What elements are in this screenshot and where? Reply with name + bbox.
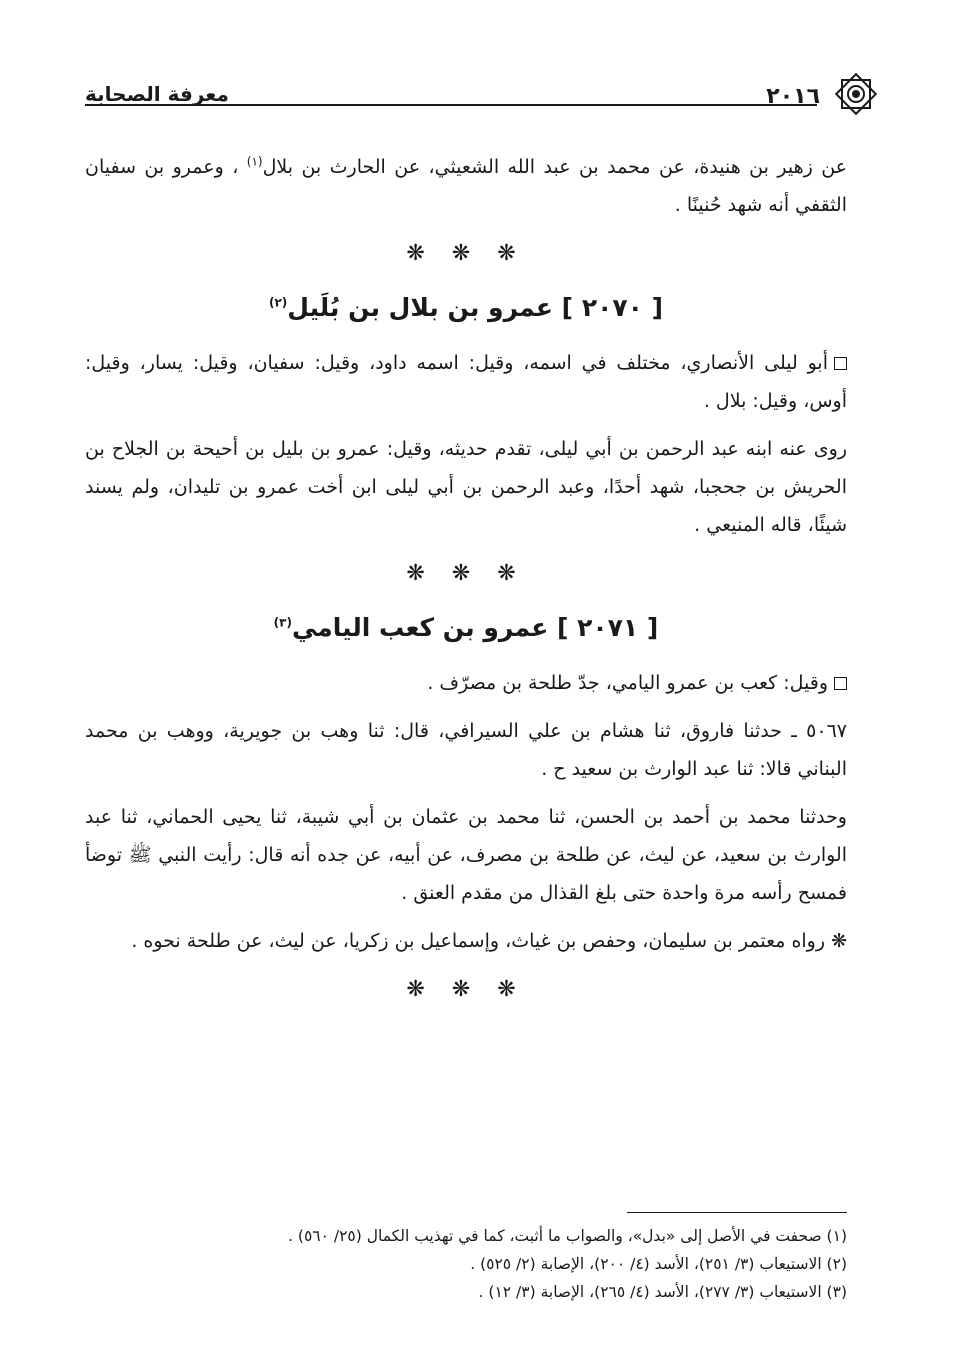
page-number: ٢٠١٦ (766, 84, 820, 109)
footnote-3: (٣) الاستيعاب (٣/ ٢٧٧)، الأسد (٤/ ٢٦٥)، الإصابة (٣/ ١٢) . (478, 1283, 847, 1301)
square-bullet-icon (834, 357, 847, 370)
main-text (85, 148, 847, 1022)
footnote-1: (١) صحفت في الأصل إلى «بدل»، والصواب ما أثبت، كما في تهذيب الكمال (٢٥/ ٥٦٠) . (288, 1227, 847, 1245)
entry2-paragraph-3: وحدثنا محمد بن أحمد بن الحسن، ثنا محمد بن عثمان بن أبي شيبة، ثنا يحيى الحماني، ثنا عبد الوارث بن سعيد، عن ليث، عن طلحة بن مصرف، عن أبيه، عن جده أنه قال: رأيت النبي ﷺ توضأ فمسح رأسه مرة واحدة حتى بلغ القذال من مقدم العنق . (85, 806, 847, 904)
footnote-2: (٢) الاستيعاب (٣/ ٢٥١)، الأسد (٤/ ٢٠٠)، الإصابة (٢/ ٥٢٥) . (470, 1255, 847, 1273)
entry2-paragraph-4: ❋ رواه معتمر بن سليمان، وحفص بن غياث، وإسماعيل بن زكريا، عن ليث، عن طلحة نحوه . (131, 930, 847, 952)
footnote-ref-2[interactable]: (٢) (268, 295, 288, 310)
footnote-divider (627, 1212, 847, 1213)
entry-title-2070: [ ٢٠٧٠ ] عمرو بن بلال بن بُلَيل$^{(٢)}$ (268, 293, 663, 322)
section-separator: ❋ ❋ ❋ (406, 977, 526, 1002)
entry-title-2071: [ ٢٠٧١ ] عمرو بن كعب اليامي$^{(٣)}$ (273, 613, 659, 642)
entry2-paragraph-2: ٥٠٦٧ ـ حدثنا فاروق، ثنا هشام بن علي السيرافي، قال: ثنا وهب بن جويرية، ووهب بن محمد البناني قالا: ثنا عبد الوارث بن سعيد ح . (85, 720, 847, 780)
footnote-ref-3[interactable]: (٣) (273, 615, 292, 630)
section-separator: ❋ ❋ ❋ (406, 561, 526, 586)
page-header (85, 62, 872, 110)
header-divider (85, 104, 817, 106)
footnotes (85, 1222, 847, 1306)
intro-paragraph: عن زهير بن هنيدة، عن محمد بن عبد الله الشعيثي، عن الحارث بن بلال$^{(١)}$ ، وعمرو بن سفيان الثقفي أنه شهد حُنينًا . (85, 154, 847, 216)
entry1-paragraph-1: أبو ليلى الأنصاري، مختلف في اسمه، وقيل: اسمه داود، وقيل: سفيان، وقيل: يسار، وقيل: أوس، وقيل: بلال . (85, 352, 847, 412)
star-ornament-icon (832, 70, 880, 118)
book-title: معرفة الصحابة (85, 82, 229, 106)
section-separator: ❋ ❋ ❋ (406, 241, 526, 266)
footnote-ref-1[interactable]: (١) (246, 154, 263, 169)
entry2-paragraph-1: وقيل: كعب بن عمرو اليامي، جدّ طلحة بن مصرّف . (85, 664, 847, 702)
entry1-paragraph-2: روى عنه ابنه عبد الرحمن بن أبي ليلى، تقدم حديثه، وقيل: عمرو بن بليل بن أحيحة بن الجلاح بن الحريش بن جحجبا، شهد أحدًا، وعبد الرحمن بن أبي ليلى ابن أخت عمرو بن تليدان، ولم يسند شيئًا، قاله المنيعي . (85, 438, 847, 536)
square-bullet-icon (834, 677, 847, 690)
